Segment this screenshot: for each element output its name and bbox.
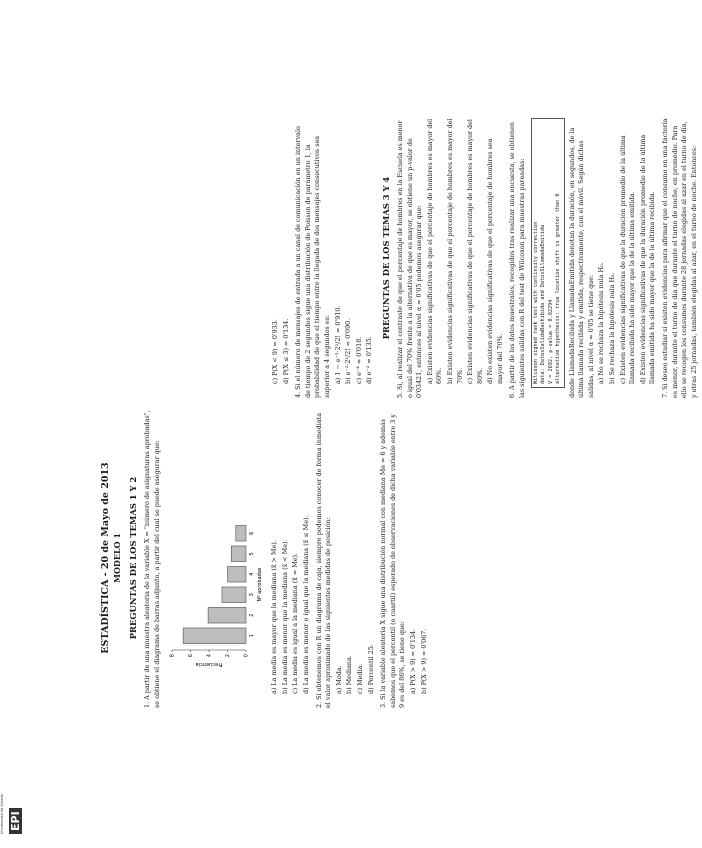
x-tick-label: 1 [249,634,256,638]
bar [231,546,246,562]
bar [208,607,246,623]
question-4-options [334,118,375,384]
question-7 [661,118,699,398]
question-6-option-b: b) Se rechaza la hipótesis nula H₀. [608,272,617,384]
r-output-line: Wilcoxon signed rank test with continuity correction [532,221,539,384]
y-tick-label: 6 [188,654,195,658]
question-1 [143,408,312,708]
bar [236,525,246,541]
r-output-line: V = 2692, p-value = 0.02294 [547,299,554,384]
question-6-text: 6. A partir de los datos muestrales, recogidos tras realizar una encuesta, se obtienen las siguientes salidas con R del test de Wilcoxon para muestras pareadas: [508,122,527,398]
question-2 [315,408,377,708]
question-3-option-a: a) P(X > 9) = 0'134. [408,628,417,694]
question-4-text: 4. Si el número de mensajes de entrada a un canal de comunicación en un intervalo de tiempo de 2 segundos sigue una distribución de Poisson de parámetro 1, la probabilidad de que el tiempo entre la llegada de dos mensajes consecutivos sea superior a 4 segundos es: [294,126,331,398]
question-5-option-c: c) Existen evidencias significativas de que el porcentaje de hombres es mayor del 80%. [466,119,484,384]
question-2-option-d: d) Percentil 25. [366,644,375,694]
question-2-options [335,408,376,694]
question-5 [396,118,506,398]
question-6-after-text: donde LlamadaRecibida y LlamadaEmitida denotan la duración, en segundos, de la última llamada recibida y emitida, respectivamente, con el móvil. Según dichas salidas, al nivel α = 0'05 se tiene que: [567,127,595,398]
question-3-options [409,408,429,694]
question-4 [294,118,375,398]
question-4-option-a: a) 1 − e⁻²·2²/2! = 0'910. [333,305,342,384]
x-tick-label: 2 [249,613,256,617]
y-axis-label: Frecuencia [195,661,223,667]
x-tick-label: 6 [249,531,256,535]
question-6 [508,118,658,398]
r-output-box [531,118,565,388]
x-tick-label: 5 [249,552,256,556]
university-name: Universidad de Oviedo [0,794,4,834]
exam-model: MODELO 1 [112,533,122,583]
question-6-options [597,118,658,384]
question-2-text: 2. Si obtenemos con R un diagrama de caja, siempre podemos conocer de forma inmediata el valor aproximado de las siguientes medidas de posición: [314,412,333,708]
question-3-text: 3. Si la variable aleatoria X sigue una distribución normal con mediana Me = 6 y además sabemos que el percentil (o cuartil) esperado de observaciones de dicha variable entre 3 y 9 es del 86%, se tiene que: [379,414,407,708]
bar [183,628,246,644]
question-7-text: 7. Si deseo estudiar si existen evidencias para afirmar que el consumo en una factoría es menor, durante el turno de día que durante el turno de noche, en promedio. Para ello se recogen los consumos durante 28 jornadas elegidas al azar en el turno de día, y otras 25 jornadas, también elegidas al azar, en el turno de noche. Entonces: [661,118,698,398]
question-6-option-c: c) Existen evidencias significativas de que la duración promedio de la última llamada recibida ha sido mayor que la de la última emitida. [618,135,637,384]
question-4-option-b: b) e⁻²·2²/2! = 0'090. [344,318,353,384]
section-title-temas-3-4: PREGUNTAS DE LOS TEMAS 3 Y 4 [380,176,391,340]
question-3-option-d: d) P(X ≤ 3) = 0'134. [281,318,290,384]
question-3-options-continued [271,118,291,384]
question-5-option-d: d) No existen evidencias significativas de que el porcentaje de hombres sea mayor del 70%. [486,138,504,384]
x-tick-label: 4 [249,572,256,576]
bar-chart-svg [166,518,266,668]
x-tick-label: 3 [249,593,256,597]
exam-title: ESTADÍSTICA - 20 de Mayo de 2013 [100,462,111,654]
question-2-option-b: b) Mediana. [345,655,354,694]
question-1-option-a: a) La media es mayor que la mediana (x̄ > Me). [270,540,279,694]
question-1-option-b: b) La media es menor que la mediana (x̄ < Me). [280,539,289,694]
question-2-option-a: a) Moda. [334,665,343,694]
section-title-temas-1-2: PREGUNTAS DE LOS TEMAS 1 Y 2 [128,476,138,640]
r-output-line: data: DatosSalidaBachibida and DatosSLlamadaEmitida [540,224,547,384]
question-1-options [270,408,311,694]
question-1-text: 1. A partir de una muestra aleatoria de la variable X = "número de asignaturas aprobadas", se obtiene el diagrama de barras adjunto, a partir del cual se puede asegurar que: [143,410,161,708]
epi-logo-mark: EPI [9,808,22,834]
y-tick-label: 4 [206,654,213,658]
right-column [270,118,702,398]
y-tick-label: 0 [243,654,250,658]
left-column [100,408,432,708]
question-4-option-d: d) e⁻² = 0'135. [365,336,374,384]
x-axis-label: Nº aprobadas [257,567,264,602]
y-tick-label: 8 [169,654,176,658]
bar [222,587,246,603]
question-6-option-a: a) No se rechaza la hipótesis nula H₀. [597,262,606,384]
question-6-option-d: d) Existen evidencias significativas de que la duración promedio de la última llamada emitida ha sido mayor que la de la última recibida. [638,134,657,384]
question-5-text: 5. Si, al realizar el contraste de que el porcentaje de hombres en la Escuela es menor o igual del 70% frente a la alternativa de que es mayor, se obtiene un p-valor de 0'03421, entonces al nivel α = 0'05 podemos asegurar que: [395,120,424,398]
question-4-option-c: c) e⁻⁴ = 0'018. [354,336,363,384]
question-3-option-b: b) P(X > 9) = 0'067. [419,628,428,694]
question-1-option-c: c) La media es igual a la mediana (x̄ = Me). [291,552,300,694]
question-1-option-d: d) La media es menor o igual que la mediana (x̄ ≤ Me). [301,515,310,694]
bar-chart [166,518,266,668]
y-tick-label: 2 [225,654,232,658]
question-5-options [426,118,506,384]
question-5-option-b: b) Existen evidencias significativas de que el porcentaje de hombres es mayor del 70%. [445,118,464,384]
question-2-option-c: c) Media. [355,663,364,694]
question-3-option-c: c) P(X < 9) = 0'933. [271,319,279,384]
university-logo [0,764,23,834]
question-3 [379,408,429,708]
exam-header [100,408,122,708]
bar [228,566,247,582]
question-5-option-a: a) Existen evidencias significativas de que el porcentaje de hombres es mayor del 60%. [425,118,444,384]
r-output-line: alternative hypothesis: true location shift is greater than 0 [555,193,562,384]
